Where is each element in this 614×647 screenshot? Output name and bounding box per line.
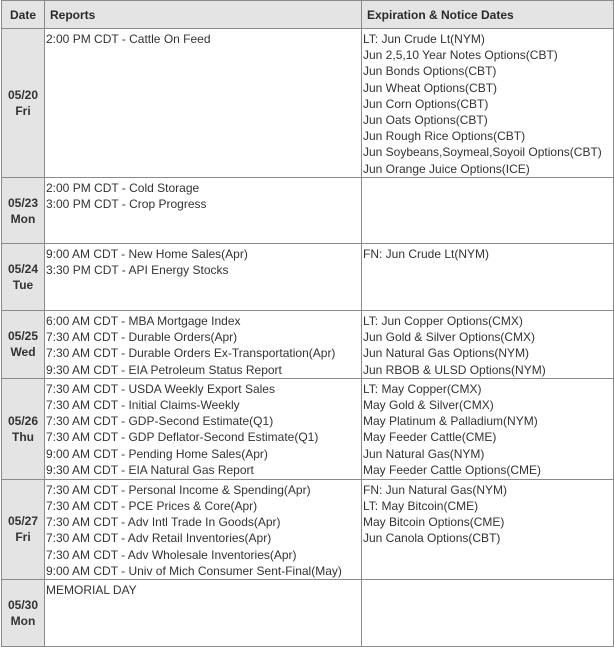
calendar-row <box>2 29 614 178</box>
header-reports: Reports <box>45 1 362 29</box>
expiration-item: Jun Corn Options(CBT) <box>363 96 489 111</box>
expiration-item: LT: Jun Copper Options(CMX) <box>363 314 523 328</box>
header-row <box>2 1 614 29</box>
report-item: 2:00 PM CDT - Cattle On Feed <box>46 32 211 46</box>
header-expiration: Expiration & Notice Dates <box>362 1 614 29</box>
expiration-item: LT: May Copper(CMX) <box>363 381 482 396</box>
expiration-cell <box>362 378 614 479</box>
date-label: 05/24 <box>7 262 39 276</box>
expiration-item: Jun Oats Options(CBT) <box>363 113 488 128</box>
date-label: 05/27 <box>7 514 39 529</box>
report-item: 3:00 PM CDT - Crop Progress <box>46 197 207 212</box>
expiration-item: LT: Jun Crude Lt(NYM) <box>363 32 485 46</box>
calendar-row <box>2 479 614 579</box>
economic-calendar-table <box>1 0 614 647</box>
expiration-item: Jun RBOB & ULSD Options(NYM) <box>363 362 546 377</box>
report-item: 7:30 AM CDT - Durable Orders Ex-Transportation(Apr) <box>46 346 336 361</box>
expiration-item: Jun Gold & Silver Options(CMX) <box>363 330 536 345</box>
reports-cell <box>45 479 362 579</box>
date-label: 05/20 <box>7 88 39 102</box>
report-item: 7:30 AM CDT - Adv Retail Inventories(Apr) <box>46 531 272 546</box>
expiration-item: LT: May Bitcoin(CME) <box>363 499 479 514</box>
expiration-item: May Feeder Cattle Options(CME) <box>363 462 542 477</box>
report-item: 3:30 PM CDT - API Energy Stocks <box>46 263 229 278</box>
day-label: Fri <box>15 104 31 118</box>
header-date: Date <box>2 1 45 29</box>
expiration-item: FN: Jun Crude Lt(NYM) <box>363 247 490 261</box>
expiration-cell <box>362 178 614 244</box>
expiration-cell <box>362 479 614 579</box>
report-item: 9:00 AM CDT - New Home Sales(Apr) <box>46 247 248 261</box>
report-item: 7:30 AM CDT - Adv Intl Trade In Goods(Apr) <box>46 515 281 530</box>
report-item: MEMORIAL DAY <box>46 583 137 598</box>
expiration-item: FN: Jun Natural Gas(NYM) <box>363 482 508 497</box>
date-cell <box>2 29 45 178</box>
report-item: 7:30 AM CDT - Initial Claims-Weekly <box>46 398 240 413</box>
calendar-row <box>2 178 614 244</box>
day-label: Fri <box>15 530 31 545</box>
expiration-item: Jun Orange Juice Options(ICE) <box>363 161 530 176</box>
date-cell <box>2 311 45 379</box>
expiration-item: Jun Rough Rice Options(CBT) <box>363 129 526 144</box>
date-cell <box>2 378 45 479</box>
report-item: 7:30 AM CDT - Personal Income & Spending(Apr) <box>46 482 311 497</box>
calendar-row <box>2 311 614 379</box>
reports-cell <box>45 580 362 647</box>
report-item: 9:00 AM CDT - Univ of Mich Consumer Sent-Final(May) <box>46 563 342 578</box>
report-item: 7:30 AM CDT - Durable Orders(Apr) <box>46 330 238 345</box>
date-cell <box>2 580 45 647</box>
reports-cell <box>45 29 362 178</box>
report-item: 2:00 PM CDT - Cold Storage <box>46 181 200 195</box>
expiration-item: May Bitcoin Options(CME) <box>363 515 505 530</box>
report-item: 9:00 AM CDT - Pending Home Sales(Apr) <box>46 446 268 461</box>
day-label: Thu <box>12 429 34 444</box>
reports-cell <box>45 378 362 479</box>
expiration-item: May Platinum & Palladium(NYM) <box>363 414 538 429</box>
date-label: 05/30 <box>7 598 39 613</box>
report-item: 6:00 AM CDT - MBA Mortgage Index <box>46 314 241 328</box>
reports-cell <box>45 311 362 379</box>
date-label: 05/25 <box>7 329 39 344</box>
report-item: 7:30 AM CDT - Adv Wholesale Inventories(Apr) <box>46 547 297 562</box>
expiration-cell <box>362 244 614 311</box>
day-label: Tue <box>12 278 34 292</box>
calendar-row <box>2 244 614 311</box>
expiration-item: May Gold & Silver(CMX) <box>363 398 494 413</box>
day-label: Wed <box>10 345 36 360</box>
reports-cell <box>45 178 362 244</box>
report-item: 7:30 AM CDT - GDP-Second Estimate(Q1) <box>46 414 274 429</box>
expiration-cell <box>362 29 614 178</box>
expiration-item: Jun Soybeans,Soymeal,Soyoil Options(CBT) <box>363 145 602 160</box>
report-item: 7:30 AM CDT - USDA Weekly Export Sales <box>46 381 275 396</box>
expiration-item: Jun Natural Gas(NYM) <box>363 446 485 461</box>
reports-cell <box>45 244 362 311</box>
expiration-item: Jun Bonds Options(CBT) <box>363 64 497 79</box>
day-label: Mon <box>10 614 36 629</box>
expiration-item: Jun 2,5,10 Year Notes Options(CBT) <box>363 48 558 63</box>
calendar-body <box>2 29 614 647</box>
calendar-row <box>2 378 614 479</box>
report-item: 7:30 AM CDT - PCE Prices & Core(Apr) <box>46 499 258 514</box>
date-cell <box>2 244 45 311</box>
day-label: Mon <box>10 211 36 226</box>
report-item: 9:30 AM CDT - EIA Petroleum Status Report <box>46 362 282 377</box>
date-label: 05/23 <box>7 195 39 210</box>
date-label: 05/26 <box>7 413 39 428</box>
date-cell <box>2 178 45 244</box>
expiration-item: Jun Canola Options(CBT) <box>363 531 501 546</box>
report-item: 9:30 AM CDT - EIA Natural Gas Report <box>46 462 254 477</box>
report-item: 7:30 AM CDT - GDP Deflator-Second Estimate(Q1) <box>46 430 319 445</box>
expiration-cell <box>362 580 614 647</box>
expiration-item: Jun Wheat Options(CBT) <box>363 80 498 95</box>
calendar-row <box>2 580 614 647</box>
expiration-cell <box>362 311 614 379</box>
expiration-item: May Feeder Cattle(CME) <box>363 430 497 445</box>
date-cell <box>2 479 45 579</box>
expiration-item: Jun Natural Gas Options(NYM) <box>363 346 530 361</box>
